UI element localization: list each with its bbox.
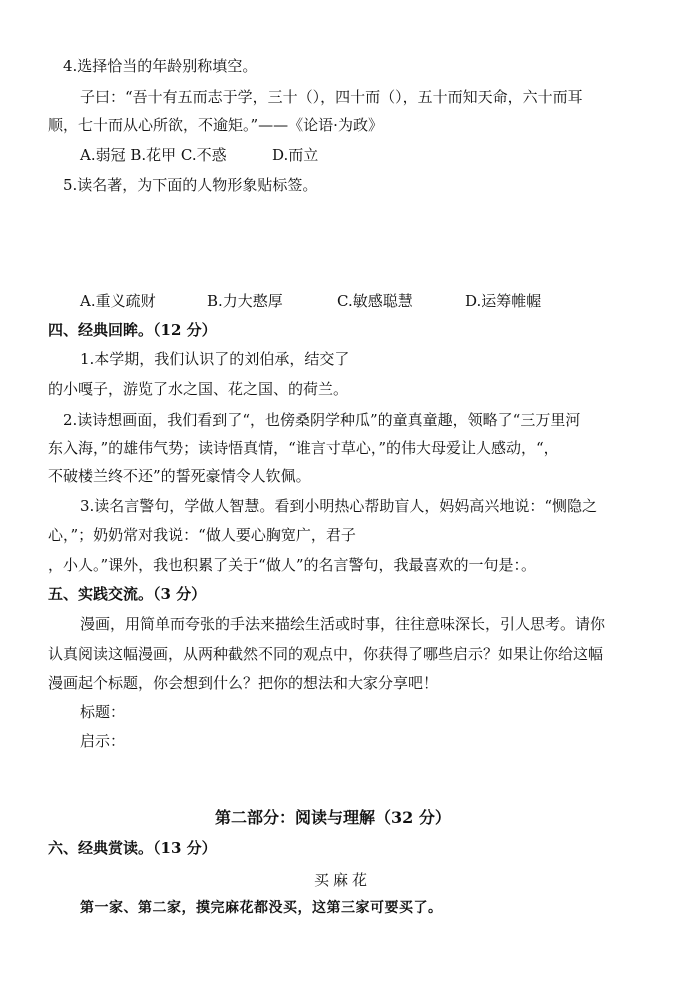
q4-options-abc: A.弱冠 B.花甲 C.不惑	[80, 146, 227, 164]
s4-q1-line-1: 1.本学期，我们认识了的刘伯承，结交了	[80, 350, 350, 368]
s4-q2-line-3: 不破楼兰终不还”的誓死豪情令人钦佩。	[48, 467, 311, 485]
s4-q2-line-1: 2.读诗想画面，我们看到了“，也傍桑阴学种瓜”的童真童趣，领略了“三万里河	[63, 411, 581, 429]
q4-heading: 4.选择恰当的年龄别称填空。	[63, 57, 258, 75]
s4-q2-line-2: 东入海，”的雄伟气势；读诗悟真情，“谁言寸草心，”的伟大母爱让人感动，“，	[48, 439, 559, 457]
s4-q3-line-3: ，小人。”课外，我也积累了关于“做人”的名言警句，我最喜欢的一句是：。	[48, 556, 537, 574]
part-2-title: 第二部分：阅读与理解（32 分）	[215, 808, 451, 827]
s5-insight-label: 启示：	[80, 732, 126, 750]
section-6-heading: 六、经典赏读。（13 分）	[48, 839, 217, 857]
q5-option-a: A.重义疏财	[80, 292, 156, 310]
s5-title-label: 标题：	[80, 703, 126, 721]
s4-q3-line-1: 3.读名言警句，学做人智慧。看到小明热心帮助盲人，妈妈高兴地说：“恻隐之	[80, 497, 597, 515]
reading-title: 买麻花	[314, 871, 372, 889]
q4-option-d: D.而立	[272, 146, 319, 164]
q5-option-d: D.运筹帷幄	[465, 292, 542, 310]
s4-q3-line-2: 心，”；奶奶常对我说：“做人要心胸宽广，君子	[48, 526, 356, 544]
section-5-heading: 五、实践交流。（3 分）	[48, 585, 207, 603]
section-4-heading: 四、经典回眸。（12 分）	[48, 321, 217, 339]
q4-line-1: 子曰：“吾十有五而志于学，三十（），四十而（），五十而知天命，六十而耳	[80, 88, 583, 106]
reading-line-1: 第一家、第二家，摸完麻花都没买，这第三家可要买了。	[80, 900, 443, 916]
q5-heading: 5.读名著，为下面的人物形象贴标签。	[63, 176, 318, 194]
q4-line-2: 顺，七十而从心所欲，不逾矩。”——《论语·为政》	[48, 116, 383, 134]
s5-para-line-1: 漫画，用简单而夸张的手法来描绘生活或时事，往往意味深长，引人思考。请你	[80, 615, 606, 633]
q5-option-c: C.敏感聪慧	[337, 292, 413, 310]
s4-q1-line-2: 的小嘎子，游览了水之国、花之国、的荷兰。	[48, 380, 349, 398]
s5-para-line-2: 认真阅读这幅漫画，从两种截然不同的观点中，你获得了哪些启示？如果让你给这幅	[48, 645, 604, 663]
s5-para-line-3: 漫画起个标题，你会想到什么？把你的想法和大家分享吧！	[48, 674, 439, 692]
q5-option-b: B.力大憨厚	[207, 292, 283, 310]
